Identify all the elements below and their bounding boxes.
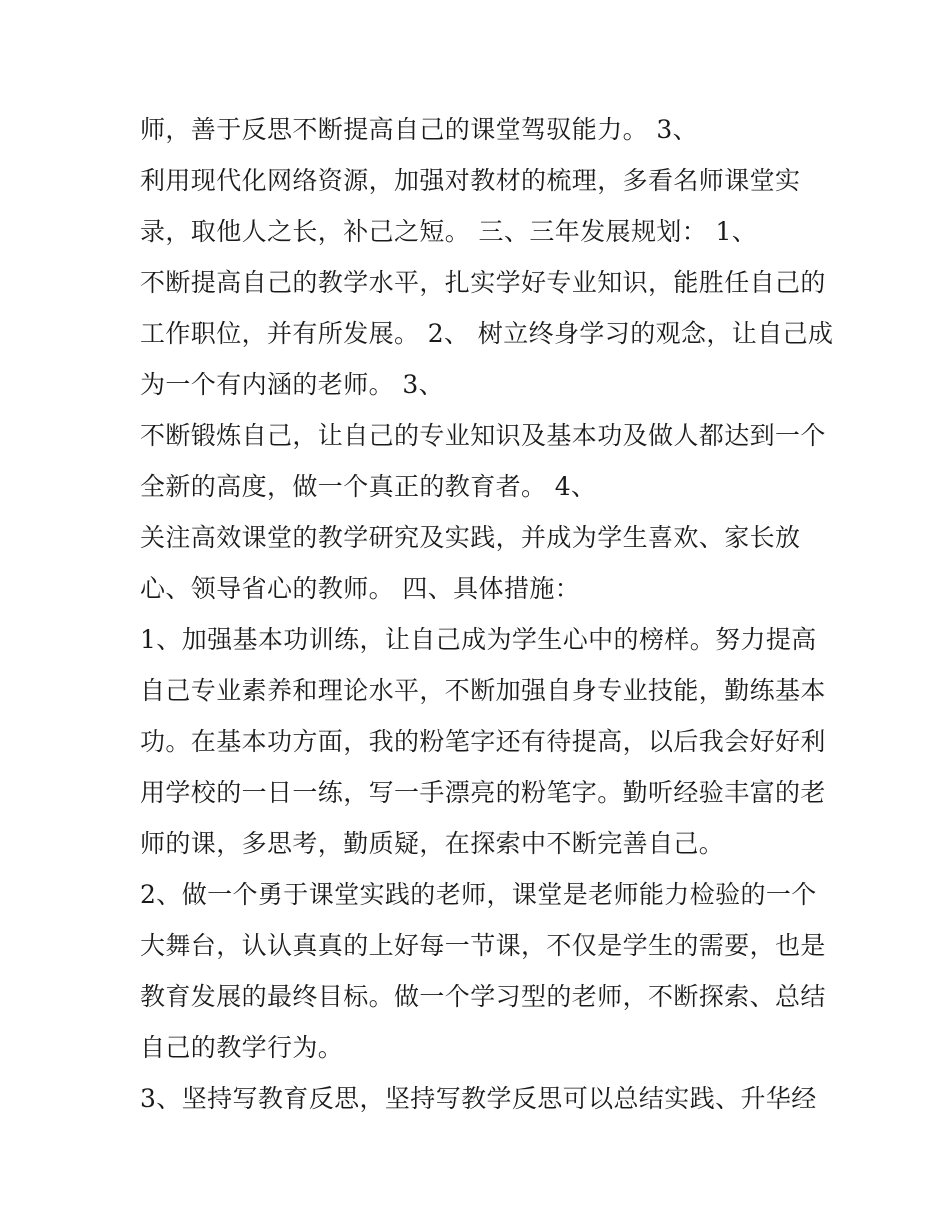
text-line: 工作职位，并有所发展。 2、 树立终身学习的观念，让自己成: [140, 319, 834, 348]
text-line: 自己的教学行为。: [140, 1033, 344, 1062]
text-line: 为一个有内涵的老师。 3、: [140, 370, 445, 399]
text-line: 利用现代化网络资源，加强对教材的梳理，多看名师课堂实: [140, 166, 801, 195]
text-line: 师，善于反思不断提高自己的课堂驾驭能力。 3、: [140, 115, 699, 144]
text-line: 大舞台，认认真真的上好每一节课，不仅是学生的需要，也是: [140, 931, 826, 960]
text-line: 全新的高度，做一个真正的教育者。 4、: [140, 472, 597, 501]
text-line: 自己专业素养和理论水平，不断加强自身专业技能，勤练基本: [140, 676, 826, 705]
text-line: 录，取他人之长，补己之短。 三、三年发展规划： 1、: [140, 217, 758, 246]
text-line: 用学校的一日一练，写一手漂亮的粉笔字。勤听经验丰富的老: [140, 778, 826, 807]
text-line: 关注高效课堂的教学研究及实践，并成为学生喜欢、家长放: [140, 523, 801, 552]
text-line: 心、领导省心的教师。 四、具体措施：: [140, 574, 581, 603]
text-line: 功。在基本功方面，我的粉笔字还有待提高，以后我会好好利: [140, 727, 826, 756]
text-line: 师的课，多思考，勤质疑，在探索中不断完善自己。: [140, 829, 725, 858]
text-line: 2、做一个勇于课堂实践的老师，课堂是老师能力检验的一个: [140, 880, 817, 909]
text-line: 不断提高自己的教学水平，扎实学好专业知识，能胜任自己的: [140, 268, 826, 297]
text-line: 3、坚持写教育反思，坚持写教学反思可以总结实践、升华经: [140, 1084, 817, 1113]
text-line: 1、加强基本功训练，让自己成为学生心中的榜样。努力提高: [140, 625, 817, 654]
text-line: 教育发展的最终目标。做一个学习型的老师，不断探索、总结: [140, 982, 826, 1011]
text-line: 不断锻炼自己，让自己的专业知识及基本功及做人都达到一个: [140, 421, 826, 450]
